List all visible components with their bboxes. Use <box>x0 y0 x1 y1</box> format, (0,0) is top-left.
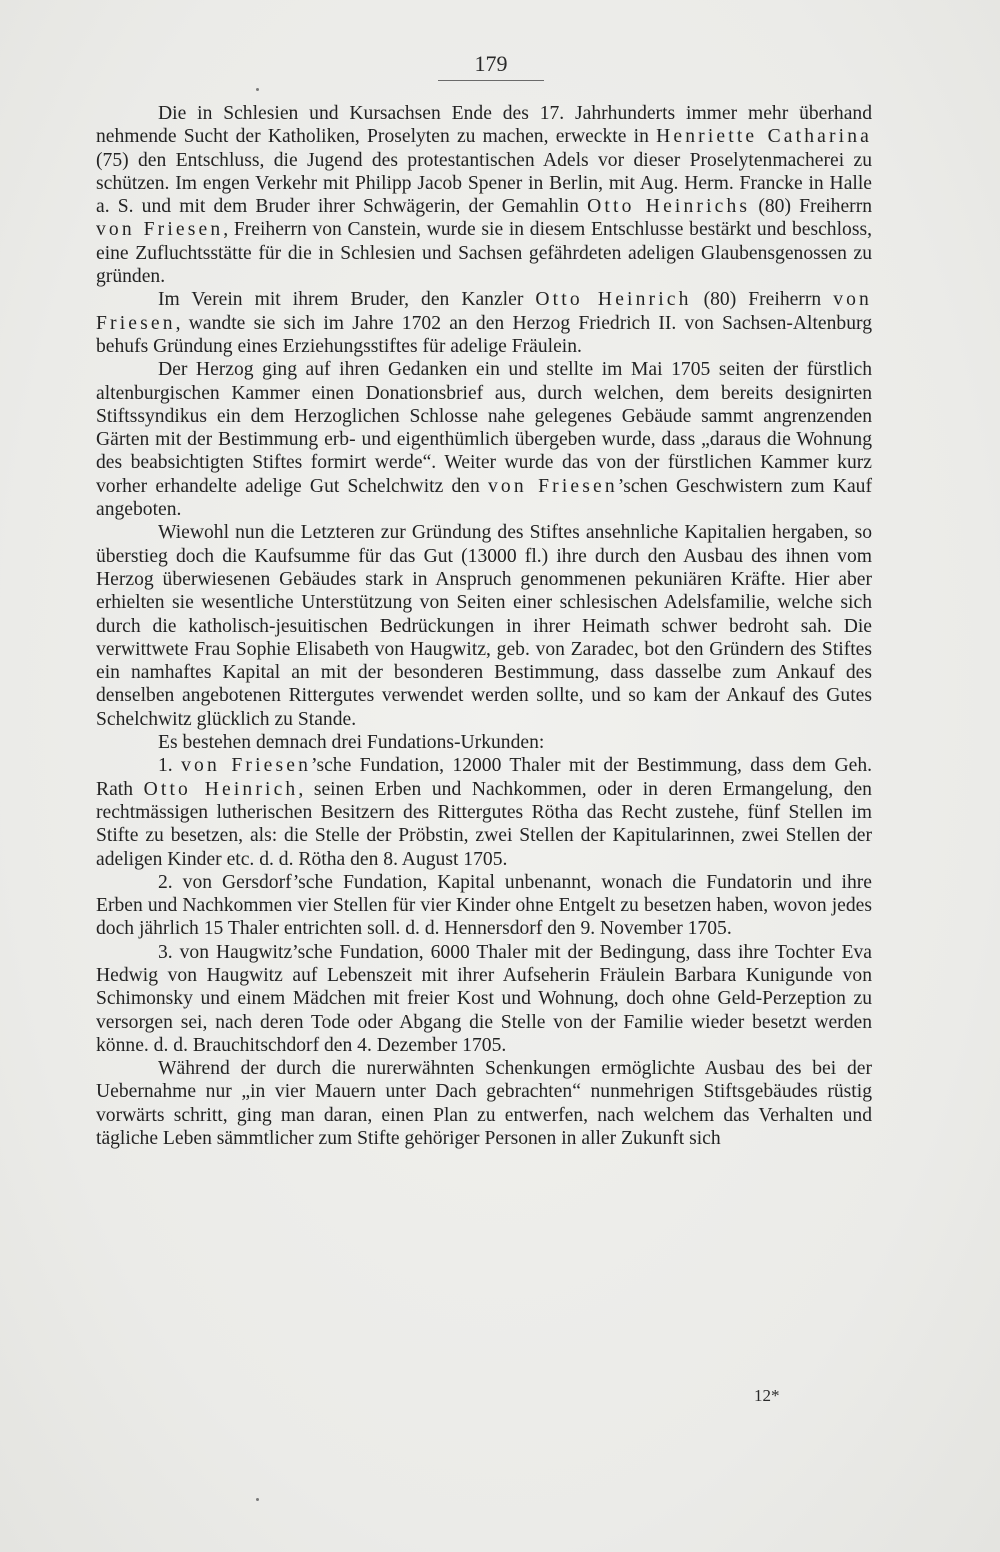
text-run: 2. von Gersdorf’sche Fundation, Kapital unbenannt, wonach die Fundatorin und ihre Erben und Nachkommen vier Stellen für vier Kinder ohne Entgelt zu besetzen haben, wovon jedes doch jährlich 15 Thaler entrichten soll. d. d. Hennersdorf den 9. November 1705. <box>96 871 872 940</box>
printer-signature-mark: 12* <box>754 1386 780 1405</box>
text-run: ’sche Fundation, 12000 Thaler mit der Bestimmung, dass dem Geh. Rath <box>96 755 873 800</box>
text-run: , wandte sie sich im Jahre 1702 an den Herzog Friedrich II. von Sachsen-Altenburg behufs Gründung eines Erziehungsstiftes für adelige Fräulein. <box>96 312 872 357</box>
text-run: Wiewohl nun die Letzteren zur Gründung des Stiftes ansehnliche Kapitalien hergaben, so überstieg doch die Kaufsumme für das Gut (13000 fl.) ihre durch den Ausbau des ihnen vom Herzog überwiesenen Gebäudes stark in Anspruch genommenen pekuniären Kräfte. Hier aber erhielten sie wesentliche Unterstützung von Seiten einer schlesischen Adelsfamilie, welche sich durch die katholisch-jesuitischen Bedrückungen in ihrer Heimath schwer bedroht sah. Die verwittwete Frau Sophie Elisabeth von Haugwitz, geb. von Zaradec, bot den Gründern des Stiftes ein namhaftes Kapital an mit der besonderen Bestimmung, dass dasselbe zum Ankauf des denselben angebotenen Rittergutes verwendet werden sollte, und so kam der Ankauf des Gutes Schelchwitz glücklich zu Stande. <box>96 522 872 730</box>
text-run: 3. von Haugwitz’sche Fundation, 6000 Thaler mit der Bedingung, dass ihre Tochter Eva Hedwig von Haugwitz auf Lebenszeit mit ihrer Aufseherin Fräulein Barbara Kunigunde von Schimonsky und einem Mädchen mit freier Kost und Wohnung, doch ohne Geld-Perzeption zu versorgen sei, nach deren Tode oder Abgang die Stelle von der Familie wieder besetzt werden könne. d. d. Brauchitschdorf den 4. Dezember 1705. <box>96 941 872 1056</box>
paragraph <box>96 358 872 521</box>
paragraph <box>96 102 872 288</box>
paragraph <box>96 941 872 1057</box>
text-run: Während der durch die nurerwähnten Schenkungen ermöglichte Ausbau des bei der Uebernahme nur „in vier Mauern unter Dach gebrachten“ nunmehrigen Stiftsgebäudes rüstig vorwärts schritt, ging man daran, einen Plan zu entwerfen, nach welchem das Verhalten und tägliche Leben sämmtlicher zum Stifte gehöriger Personen in aller Zukunft sich <box>96 1058 872 1150</box>
text-run: Die in Schlesien und Kursachsen Ende des 17. Jahrhunderts immer mehr überhand nehmende Sucht der Katholiken, Proselyten zu machen, erweckte in <box>96 103 872 148</box>
text-run: , Freiherrn von Canstein, wurde sie in diesem Entschlusse bestärkt und beschloss, eine Zufluchtsstätte für die in Schlesien und Sachsen gefährdeten adeligen Glaubensgenossen zu gründen. <box>96 219 872 288</box>
paragraph <box>96 288 872 358</box>
spaced-name-text: von Friesen <box>487 475 618 497</box>
spaced-name-text: von Friesen <box>96 219 224 241</box>
text-run: 1. <box>158 755 182 777</box>
spaced-name-text: Otto Heinrichs <box>587 196 751 218</box>
paragraph <box>96 754 872 870</box>
text-run: Es bestehen demnach drei Fundations-Urkunden: <box>158 732 545 754</box>
spaced-name-text: Otto Heinrich <box>143 778 299 800</box>
paper-speck <box>256 88 259 91</box>
text-run: (80) Freiherrn <box>750 196 873 218</box>
paragraph <box>96 1057 872 1150</box>
text-run: (80) Freiherrn <box>691 289 834 311</box>
paragraph <box>96 871 872 941</box>
page-header <box>438 50 544 81</box>
spaced-name-text: von Friesen <box>181 755 312 777</box>
spaced-name-text: Otto Heinrich <box>535 289 692 311</box>
paragraph <box>96 521 872 731</box>
text-run: Der Herzog ging auf ihren Gedanken ein und stellte im Mai 1705 seiten der fürstlich altenburgischen Kammer einen Donationsbrief aus, durch welchen, dem bereits designirten Stiftssyndikus ein dem Herzoglichen Schlosse nahe gelegenes Gebäude sammt angrenzenden Gärten mit der Bestimmung erb- und eigenthümlich übergeben wurde, dass „daraus die Wohnung des beabsichtigten Stiftes formirt werde“. Weiter wurde das von der fürstlichen Kammer kurz vorher erhandelte adelige Gut Schelchwitz den <box>96 359 872 497</box>
text-run: Im Verein mit ihrem Bruder, den Kanzler <box>158 289 536 311</box>
text-run: ’schen Geschwistern zum Kauf angeboten. <box>96 475 872 521</box>
text-run: (75) den Entschluss, die Jugend des protestantischen Adels vor dieser Proselytenmacherei zu schützen. Im engen Verkehr mit Philipp Jacob Spener in Berlin, mit Aug. Herm. Francke in Halle a. S. und mit dem Bruder ihrer Schwägerin, der Gemahlin <box>96 149 872 218</box>
paragraph <box>96 731 872 754</box>
text-run: , seinen Erben und Nachkommen, oder in deren Ermangelung, den rechtmässigen lutherischen Besitzern des Rittergutes Rötha das Recht zustehe, fünf Stellen im Stifte zu besetzen, als: die Stelle der Pröbstin, zwei Stellen der Kapitularinnen, zwei Stellen der adeligen Kinder etc. d. d. Rötha den 8. August 1705. <box>96 778 872 870</box>
body-text <box>96 102 872 1150</box>
page-number: 179 <box>474 51 508 76</box>
header-rule <box>438 80 544 81</box>
spaced-name-text: Henriette Catharina <box>656 126 872 148</box>
spaced-name-text: von Friesen <box>96 289 872 334</box>
paper-speck <box>256 1498 259 1501</box>
